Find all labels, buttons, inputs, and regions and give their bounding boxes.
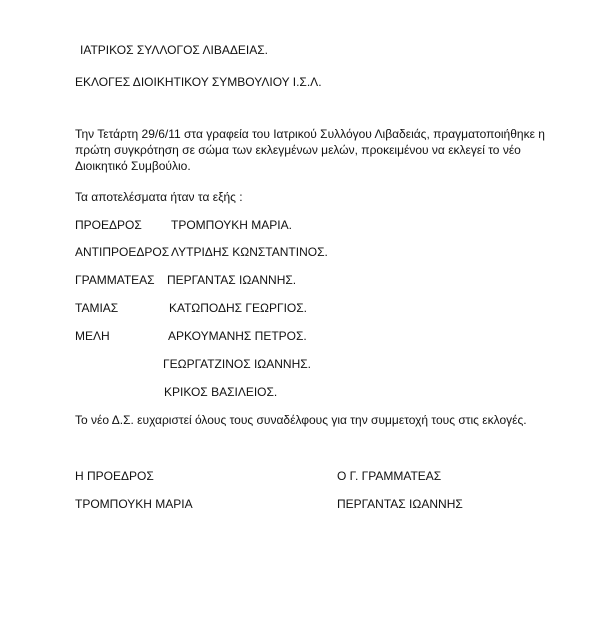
role-name: ΤΡΟΜΠΟΥΚΗ ΜΑΡΙΑ.: [171, 218, 292, 232]
role-title: ΜΕΛΗ: [75, 329, 110, 343]
results-label: Τα αποτελέσματα ήταν τα εξής :: [75, 190, 243, 204]
role-name: ΛΥΤΡΙΔΗΣ ΚΩΝΣΤΑΝΤΙΝΟΣ.: [171, 245, 328, 259]
role-title: ΤΑΜΙΑΣ: [75, 301, 119, 315]
thanks-text: Το νέο Δ.Σ. ευχαριστεί όλους τους συναδέλφους για την συμμετοχή τους στις εκλογές.: [75, 413, 527, 427]
role-title: ΑΝΤΙΠΡΟΕΔΡΟΣ: [75, 245, 170, 259]
member-name: ΚΡΙΚΟΣ ΒΑΣΙΛΕΙΟΣ.: [164, 385, 278, 399]
intro-line-3: Διοικητικό Συμβούλιο.: [75, 159, 191, 173]
president-signature-name: ΤΡΟΜΠΟΥΚΗ ΜΑΡΙΑ: [75, 497, 193, 511]
role-name: ΑΡΚΟΥΜΑΝΗΣ ΠΕΤΡΟΣ.: [168, 329, 307, 343]
association-title: ΙΑΤΡΙΚΟΣ ΣΥΛΛΟΓΟΣ ΛΙΒΑΔΕΙΑΣ.: [80, 43, 268, 57]
role-title: ΠΡΟΕΔΡΟΣ: [75, 218, 142, 232]
role-name: ΚΑΤΩΠΟΔΗΣ ΓΕΩΡΓΙΟΣ.: [169, 301, 307, 315]
secretary-signature-name: ΠΕΡΓΑΝΤΑΣ ΙΩΑΝΝΗΣ: [337, 497, 463, 511]
role-name: ΠΕΡΓΑΝΤΑΣ ΙΩΑΝΝΗΣ.: [167, 273, 297, 287]
role-title: ΓΡΑΜΜΑΤΕΑΣ: [75, 273, 155, 287]
intro-line-1: Την Τετάρτη 29/6/11 στα γραφεία του Ιατρικού Συλλόγου Λιβαδειάς, πραγματοποιήθηκε η: [75, 127, 545, 141]
member-name: ΓΕΩΡΓΑΤΖΙΝΟΣ ΙΩΑΝΝΗΣ.: [163, 357, 312, 371]
secretary-signature-title: Ο Γ. ΓΡΑΜΜΑΤΕΑΣ: [337, 469, 442, 483]
intro-line-2: πρώτη συγκρότηση σε σώμα των εκλεγμένων μελών, προκειμένου να εκλεγεί το νέο: [75, 143, 521, 157]
election-title: ΕΚΛΟΓΕΣ ΔΙΟΙΚΗΤΙΚΟΥ ΣΥΜΒΟΥΛΙΟΥ Ι.Σ.Λ.: [75, 75, 322, 89]
president-signature-title: Η ΠΡΟΕΔΡΟΣ: [75, 469, 154, 483]
